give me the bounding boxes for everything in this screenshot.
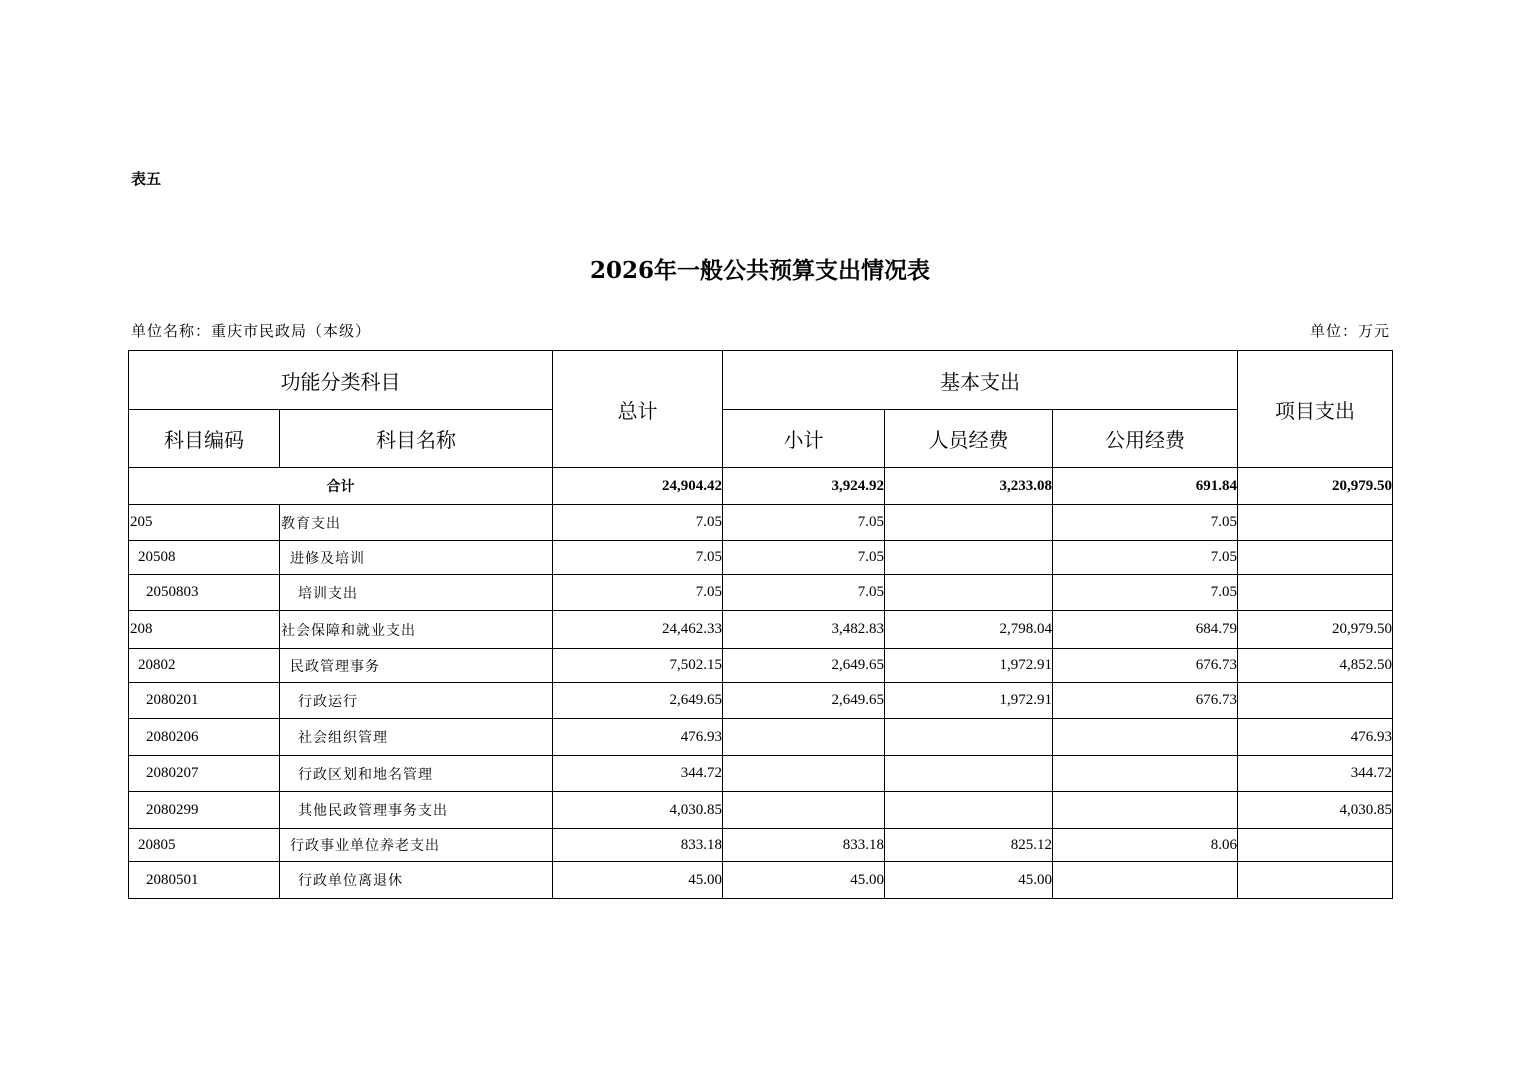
row-total: 344.72 bbox=[553, 756, 723, 792]
row-project: 20,979.50 bbox=[1238, 611, 1393, 649]
row-subtotal bbox=[723, 792, 885, 829]
row-public bbox=[1053, 862, 1238, 899]
row-total: 7.05 bbox=[553, 505, 723, 541]
row-public: 8.06 bbox=[1053, 829, 1238, 862]
row-total: 7.05 bbox=[553, 575, 723, 611]
row-total: 2,649.65 bbox=[553, 683, 723, 719]
table-row bbox=[129, 756, 1393, 792]
row-name: 民政管理事务 bbox=[280, 649, 553, 683]
unit-name: 单位名称：重庆市民政局（本级） bbox=[131, 322, 372, 340]
table-row bbox=[129, 575, 1393, 611]
row-name: 行政事业单位养老支出 bbox=[280, 829, 553, 862]
row-name: 社会组织管理 bbox=[280, 719, 553, 756]
header-row-2 bbox=[129, 410, 1393, 468]
row-subtotal: 7.05 bbox=[723, 505, 885, 541]
row-project: 476.93 bbox=[1238, 719, 1393, 756]
row-public: 676.73 bbox=[1053, 683, 1238, 719]
row-public: 676.73 bbox=[1053, 649, 1238, 683]
row-personnel bbox=[885, 756, 1053, 792]
table-row bbox=[129, 611, 1393, 649]
row-personnel: 1,972.91 bbox=[885, 683, 1053, 719]
document-title: 2026年一般公共预算支出情况表 bbox=[589, 257, 930, 284]
row-subtotal: 7.05 bbox=[723, 575, 885, 611]
row-public: 684.79 bbox=[1053, 611, 1238, 649]
row-subtotal bbox=[723, 719, 885, 756]
total-label: 合计 bbox=[129, 468, 553, 505]
table-row bbox=[129, 683, 1393, 719]
table-row bbox=[129, 792, 1393, 829]
row-code: 2080201 bbox=[129, 683, 280, 719]
row-name: 进修及培训 bbox=[280, 541, 553, 575]
header-subject-code: 科目编码 bbox=[129, 410, 280, 468]
row-personnel bbox=[885, 575, 1053, 611]
row-total: 7.05 bbox=[553, 541, 723, 575]
header-project-expenditure: 项目支出 bbox=[1238, 351, 1393, 468]
row-total: 45.00 bbox=[553, 862, 723, 899]
row-total: 7,502.15 bbox=[553, 649, 723, 683]
table-label: 表五 bbox=[131, 170, 162, 188]
row-name: 行政区划和地名管理 bbox=[280, 756, 553, 792]
row-personnel: 1,972.91 bbox=[885, 649, 1053, 683]
row-subtotal bbox=[723, 756, 885, 792]
row-project bbox=[1238, 829, 1393, 862]
row-public: 7.05 bbox=[1053, 541, 1238, 575]
table-row bbox=[129, 505, 1393, 541]
row-public bbox=[1053, 792, 1238, 829]
row-subtotal: 2,649.65 bbox=[723, 649, 885, 683]
row-project: 344.72 bbox=[1238, 756, 1393, 792]
row-code: 2050803 bbox=[129, 575, 280, 611]
header-subject-name: 科目名称 bbox=[280, 410, 553, 468]
total-subtotal: 3,924.92 bbox=[723, 468, 885, 505]
total-public: 691.84 bbox=[1053, 468, 1238, 505]
header-total: 总计 bbox=[553, 351, 723, 468]
total-personnel: 3,233.08 bbox=[885, 468, 1053, 505]
row-project bbox=[1238, 541, 1393, 575]
row-personnel bbox=[885, 719, 1053, 756]
row-name: 其他民政管理事务支出 bbox=[280, 792, 553, 829]
row-name: 社会保障和就业支出 bbox=[280, 611, 553, 649]
total-project: 20,979.50 bbox=[1238, 468, 1393, 505]
row-name: 教育支出 bbox=[280, 505, 553, 541]
unit-label: 单位：万元 bbox=[1309, 322, 1390, 340]
row-subtotal: 7.05 bbox=[723, 541, 885, 575]
table-row bbox=[129, 649, 1393, 683]
row-code: 2080501 bbox=[129, 862, 280, 899]
row-code: 2080206 bbox=[129, 719, 280, 756]
row-personnel bbox=[885, 792, 1053, 829]
row-name: 行政单位离退休 bbox=[280, 862, 553, 899]
header-subtotal: 小计 bbox=[723, 410, 885, 468]
header-row-1 bbox=[129, 351, 1393, 410]
row-code: 20508 bbox=[129, 541, 280, 575]
row-code: 20802 bbox=[129, 649, 280, 683]
row-name: 行政运行 bbox=[280, 683, 553, 719]
total-total: 24,904.42 bbox=[553, 468, 723, 505]
row-project bbox=[1238, 862, 1393, 899]
header-public: 公用经费 bbox=[1053, 410, 1238, 468]
row-subtotal: 2,649.65 bbox=[723, 683, 885, 719]
table-row bbox=[129, 541, 1393, 575]
row-total: 833.18 bbox=[553, 829, 723, 862]
table-row bbox=[129, 862, 1393, 899]
row-project: 4,030.85 bbox=[1238, 792, 1393, 829]
row-total: 4,030.85 bbox=[553, 792, 723, 829]
row-code: 2080207 bbox=[129, 756, 280, 792]
header-basic-expenditure: 基本支出 bbox=[723, 351, 1238, 410]
row-code: 208 bbox=[129, 611, 280, 649]
row-personnel bbox=[885, 541, 1053, 575]
budget-table bbox=[128, 350, 1393, 899]
header-personnel: 人员经费 bbox=[885, 410, 1053, 468]
row-public: 7.05 bbox=[1053, 575, 1238, 611]
row-project: 4,852.50 bbox=[1238, 649, 1393, 683]
table-row bbox=[129, 719, 1393, 756]
row-public: 7.05 bbox=[1053, 505, 1238, 541]
row-total: 476.93 bbox=[553, 719, 723, 756]
row-personnel bbox=[885, 505, 1053, 541]
row-personnel: 825.12 bbox=[885, 829, 1053, 862]
row-code: 20805 bbox=[129, 829, 280, 862]
row-code: 205 bbox=[129, 505, 280, 541]
row-name: 培训支出 bbox=[280, 575, 553, 611]
row-public bbox=[1053, 756, 1238, 792]
row-public bbox=[1053, 719, 1238, 756]
row-personnel: 2,798.04 bbox=[885, 611, 1053, 649]
row-subtotal: 3,482.83 bbox=[723, 611, 885, 649]
header-functional-category: 功能分类科目 bbox=[129, 351, 553, 410]
row-subtotal: 45.00 bbox=[723, 862, 885, 899]
table-row bbox=[129, 829, 1393, 862]
row-subtotal: 833.18 bbox=[723, 829, 885, 862]
row-project bbox=[1238, 575, 1393, 611]
row-project bbox=[1238, 505, 1393, 541]
total-row bbox=[129, 468, 1393, 505]
row-personnel: 45.00 bbox=[885, 862, 1053, 899]
row-total: 24,462.33 bbox=[553, 611, 723, 649]
row-code: 2080299 bbox=[129, 792, 280, 829]
row-project bbox=[1238, 683, 1393, 719]
